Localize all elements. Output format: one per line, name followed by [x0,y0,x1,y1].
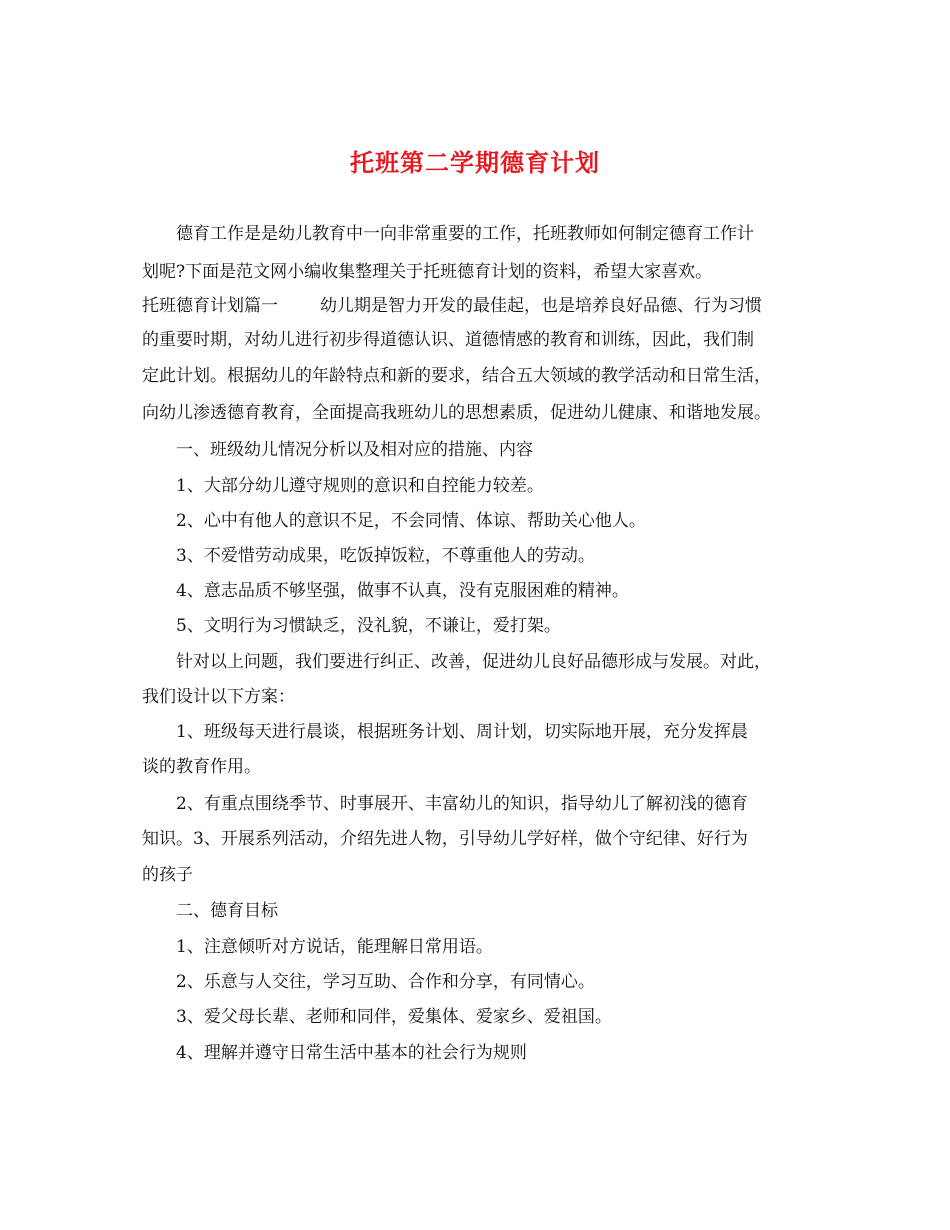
paragraph-line: 向幼儿渗透德育教育，全面提高我班幼儿的思想素质，促进幼儿健康、和谐地发展。 [142,403,771,423]
paragraph-line: 的重要时期，对幼儿进行初步得道德认识、道德情感的教育和训练，因此，我们制 [142,330,754,350]
list-item: 3、不爱惜劳动成果，吃饭掉饭粒，不尊重他人的劳动。 [176,546,595,566]
list-item: 1、大部分幼儿遵守规则的意识和自控能力较差。 [176,476,544,496]
list-item: 1、注意倾听对方说话，能理解日常用语。 [176,937,493,957]
list-item: 2、有重点围绕季节、时事展开、丰富幼儿的知识，指导幼儿了解初浅的德育 [176,794,748,814]
section-heading: 一、班级幼儿情况分析以及相对应的措施、内容 [176,440,533,460]
list-item: 4、意志品质不够坚强，做事不认真，没有克服困难的精神。 [176,581,629,601]
list-item: 5、文明行为习惯缺乏，没礼貌，不谦让，爱打架。 [176,616,561,636]
list-item: 2、心中有他人的意识不足，不会同情、体谅、帮助关心他人。 [176,511,646,531]
paragraph-text: 幼儿期是智力开发的最佳起，也是培养良好品德、行为习惯 [320,296,762,316]
list-item: 3、爱父母长辈、老师和同伴，爱集体、爱家乡、爱祖国。 [176,1007,612,1027]
paragraph-line: 我们设计以下方案： [142,687,295,707]
paragraph-line: 划呢?下面是范文网小编收集整理关于托班德育计划的资料，希望大家喜欢。 [142,262,713,282]
list-item: 4、理解并遵守日常生活中基本的社会行为规则 [176,1043,527,1063]
list-item: 1、班级每天进行晨谈，根据班务计划、周计划，切实际地开展，充分发挥晨 [176,722,748,742]
paragraph-line: 针对以上问题，我们要进行纠正、改善，促进幼儿良好品德形成与发展。对此， [176,652,771,672]
paragraph-line: 谈的教育作用。 [142,757,261,777]
paragraph-line: 知识。3、开展系列活动，介绍先进人物，引导幼儿学好样，做个守纪律、好行为 [142,829,748,849]
section-label: 托班德育计划篇一 [142,296,278,316]
list-item: 2、乐意与人交往，学习互助、合作和分享，有同情心。 [176,972,595,992]
paragraph-line: 德育工作是是幼儿教育中一向非常重要的工作，托班教师如何制定德育工作计 [176,224,754,244]
document-title: 托班第二学期德育计划 [350,149,600,177]
section-heading: 二、德育目标 [176,901,278,921]
paragraph-line: 的孩子 [142,865,193,885]
paragraph-line: 定此计划。根据幼儿的年龄特点和新的要求，结合五大领域的教学活动和日常生活， [142,366,771,386]
paragraph-line [142,296,762,316]
